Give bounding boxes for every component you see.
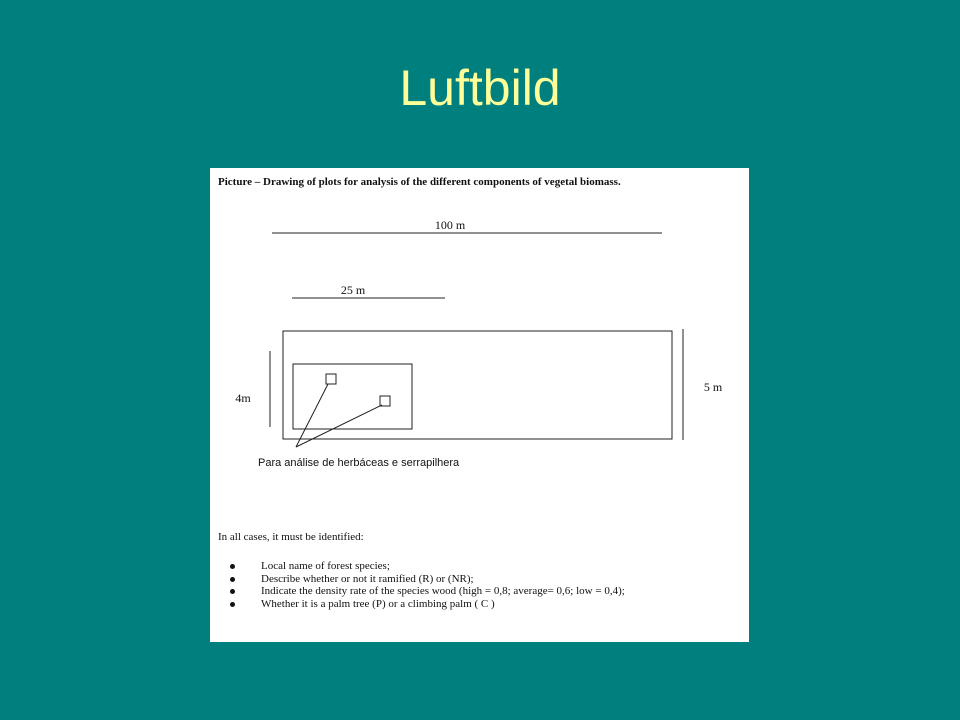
label-100m: 100 m bbox=[434, 218, 466, 232]
bullet-icon bbox=[230, 564, 235, 569]
list-item bbox=[230, 585, 625, 598]
list-item-text: Local name of forest species; bbox=[261, 560, 390, 572]
list-item-text: Indicate the density rate of the species wood (high = 0,8; average= 0,6; low = 0,4); bbox=[261, 585, 625, 597]
requirements-intro: In all cases, it must be identified: bbox=[218, 531, 364, 543]
document-heading: Picture – Drawing of plots for analysis of the different components of vegetal biomass. bbox=[218, 176, 621, 188]
callout-line-1 bbox=[296, 384, 328, 447]
requirements-list bbox=[230, 560, 625, 610]
label-subplots: Para análise de herbáceas e serrapilhera bbox=[258, 457, 460, 469]
list-item bbox=[230, 598, 625, 611]
bullet-icon bbox=[230, 589, 235, 594]
list-item-text: Whether it is a palm tree (P) or a climbing palm ( C ) bbox=[261, 597, 495, 610]
label-5m: 5 m bbox=[703, 380, 723, 394]
quadrat-1 bbox=[326, 374, 336, 384]
label-4m: 4m bbox=[235, 391, 251, 405]
list-item bbox=[230, 573, 625, 586]
slide-title: Luftbild bbox=[399, 60, 561, 116]
callout-line-2 bbox=[296, 405, 382, 447]
bullet-icon bbox=[230, 602, 235, 607]
label-25m: 25 m bbox=[340, 283, 366, 297]
quadrat-2 bbox=[380, 396, 390, 406]
list-item-text: Describe whether or not it ramified (R) or (NR); bbox=[261, 572, 474, 585]
main-plot-rect bbox=[283, 331, 672, 439]
list-item bbox=[230, 560, 625, 573]
bullet-icon bbox=[230, 577, 235, 582]
document-image bbox=[210, 168, 749, 642]
